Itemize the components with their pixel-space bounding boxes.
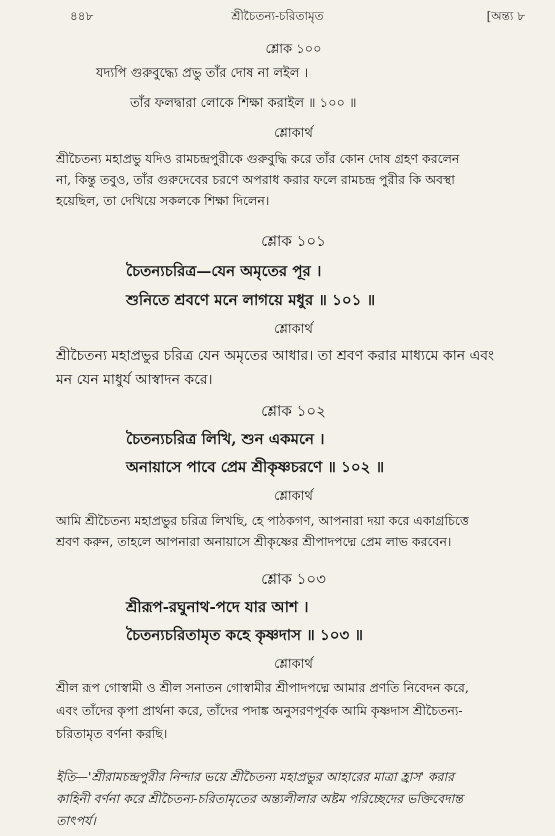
meaning-paragraph bbox=[56, 676, 533, 745]
verse-line: যদ্যপি গুরুবুদ্ধ্যে প্রভু তাঁর দোষ না লইল । bbox=[96, 66, 309, 81]
page-number: ৪৪৮ bbox=[70, 9, 94, 23]
meaning-paragraph bbox=[56, 148, 533, 211]
chapter-colophon bbox=[56, 766, 533, 832]
verse-heading: শ্লোক ১০৩ bbox=[261, 570, 326, 588]
verse-line: অনায়াসে পাবে প্রেম শ্রীকৃষ্ণচরণে ॥ ১০২ ॥ bbox=[126, 458, 385, 476]
verse-line: চৈতন্যচরিত্র লিখি, শুন একমনে । bbox=[126, 430, 325, 448]
meaning-paragraph bbox=[56, 510, 533, 552]
meaning-heading: শ্লোকার্থ bbox=[274, 489, 313, 504]
meaning-line: চরিতামৃত বর্ণনা করছি। bbox=[56, 726, 168, 741]
meaning-line: শ্রীচৈতন্য মহাপ্রভুর চরিত্র যেন অমৃতের আধার। তা শ্রবণ করার মাধ্যমে কান এবং bbox=[56, 348, 495, 364]
meaning-line: না, কিন্তু তবুও, তাঁর গুরুদেবের চরণে অপরাধ করার ফলে রামচন্দ্র পুরীর কি অবস্থা bbox=[56, 172, 455, 187]
meaning-heading: শ্লোকার্থ bbox=[274, 322, 313, 337]
verse-line: চৈতন্যচরিতামৃত কহে কৃষ্ণদাস ॥ ১০৩ ॥ bbox=[126, 626, 363, 644]
verse-heading: শ্লোক ১০০ bbox=[265, 42, 322, 57]
running-title: শ্রীচৈতন্য-চরিতামৃত bbox=[231, 9, 324, 23]
meaning-line: আমি শ্রীচৈতন্য মহাপ্রভুর চরিত্র লিখছি, হে পাঠকগণ, আপনারা দয়া করে একাগ্রচিত্তে bbox=[56, 513, 469, 528]
meaning-line: মন যেন মাধুর্য আস্বাদন করে। bbox=[56, 372, 213, 388]
meaning-paragraph bbox=[56, 344, 533, 392]
section-label: [অন্ত্য ৮ bbox=[486, 9, 525, 23]
colophon-line: কাহিনী বর্ণনা করে শ্রীচৈতন্য-চরিতামৃতের অন্ত্যলীলার অষ্টম পরিচ্ছেদের ভক্তিবেদান্ত bbox=[56, 791, 463, 806]
verse-heading: শ্লোক ১০১ bbox=[261, 232, 326, 250]
meaning-line: শ্রবণ করুন, তাহলে আপনারা অনায়াসে শ্রীকৃষ্ণের শ্রীপাদপদ্মে প্রেম লাভ করবেন। bbox=[56, 534, 452, 549]
colophon-line: ইতি—'শ্রীরামচন্দ্রপুরীর নিন্দার ভয়ে শ্রীচৈতন্য মহাপ্রভুর আহারের মাত্রা হ্রাস' করার bbox=[56, 769, 455, 784]
meaning-heading: শ্লোকার্থ bbox=[274, 657, 313, 672]
meaning-line: এবং তাঁদের কৃপা প্রার্থনা করে, তাঁদের পদাঙ্ক অনুসরণপূর্বক আমি কৃষ্ণদাস শ্রীচৈতন্য- bbox=[56, 703, 463, 718]
meaning-line: হয়েছিল, তা দেখিয়ে সকলকে শিক্ষা দিলেন। bbox=[56, 193, 270, 208]
verse-line: শ্রীরূপ-রঘুনাথ-পদে যার আশ । bbox=[126, 598, 309, 616]
verse-line: শুনিতে শ্রবণে মনে লাগয়ে মধুর ॥ ১০১ ॥ bbox=[126, 291, 376, 309]
meaning-heading: শ্লোকার্থ bbox=[274, 126, 313, 141]
verse-line: তাঁর ফলদ্বারা লোকে শিক্ষা করাইল ॥ ১০০ ॥ bbox=[130, 96, 357, 111]
meaning-line: শ্রীচৈতন্য মহাপ্রভু যদিও রামচন্দ্রপুরীকে গুরুবুদ্ধি করে তাঁর কোন দোষ গ্রহণ করলেন bbox=[56, 151, 460, 166]
colophon-line: তাৎপর্য। bbox=[56, 813, 96, 828]
verse-heading: শ্লোক ১০২ bbox=[261, 402, 326, 420]
meaning-line: শ্রীল রূপ গোস্বামী ও শ্রীল সনাতন গোস্বামীর শ্রীপাদপদ্মে আমার প্রণতি নিবেদন করে, bbox=[56, 680, 469, 695]
verse-line: চৈতন্যচরিত্র—যেন অমৃতের পূর । bbox=[126, 262, 322, 280]
